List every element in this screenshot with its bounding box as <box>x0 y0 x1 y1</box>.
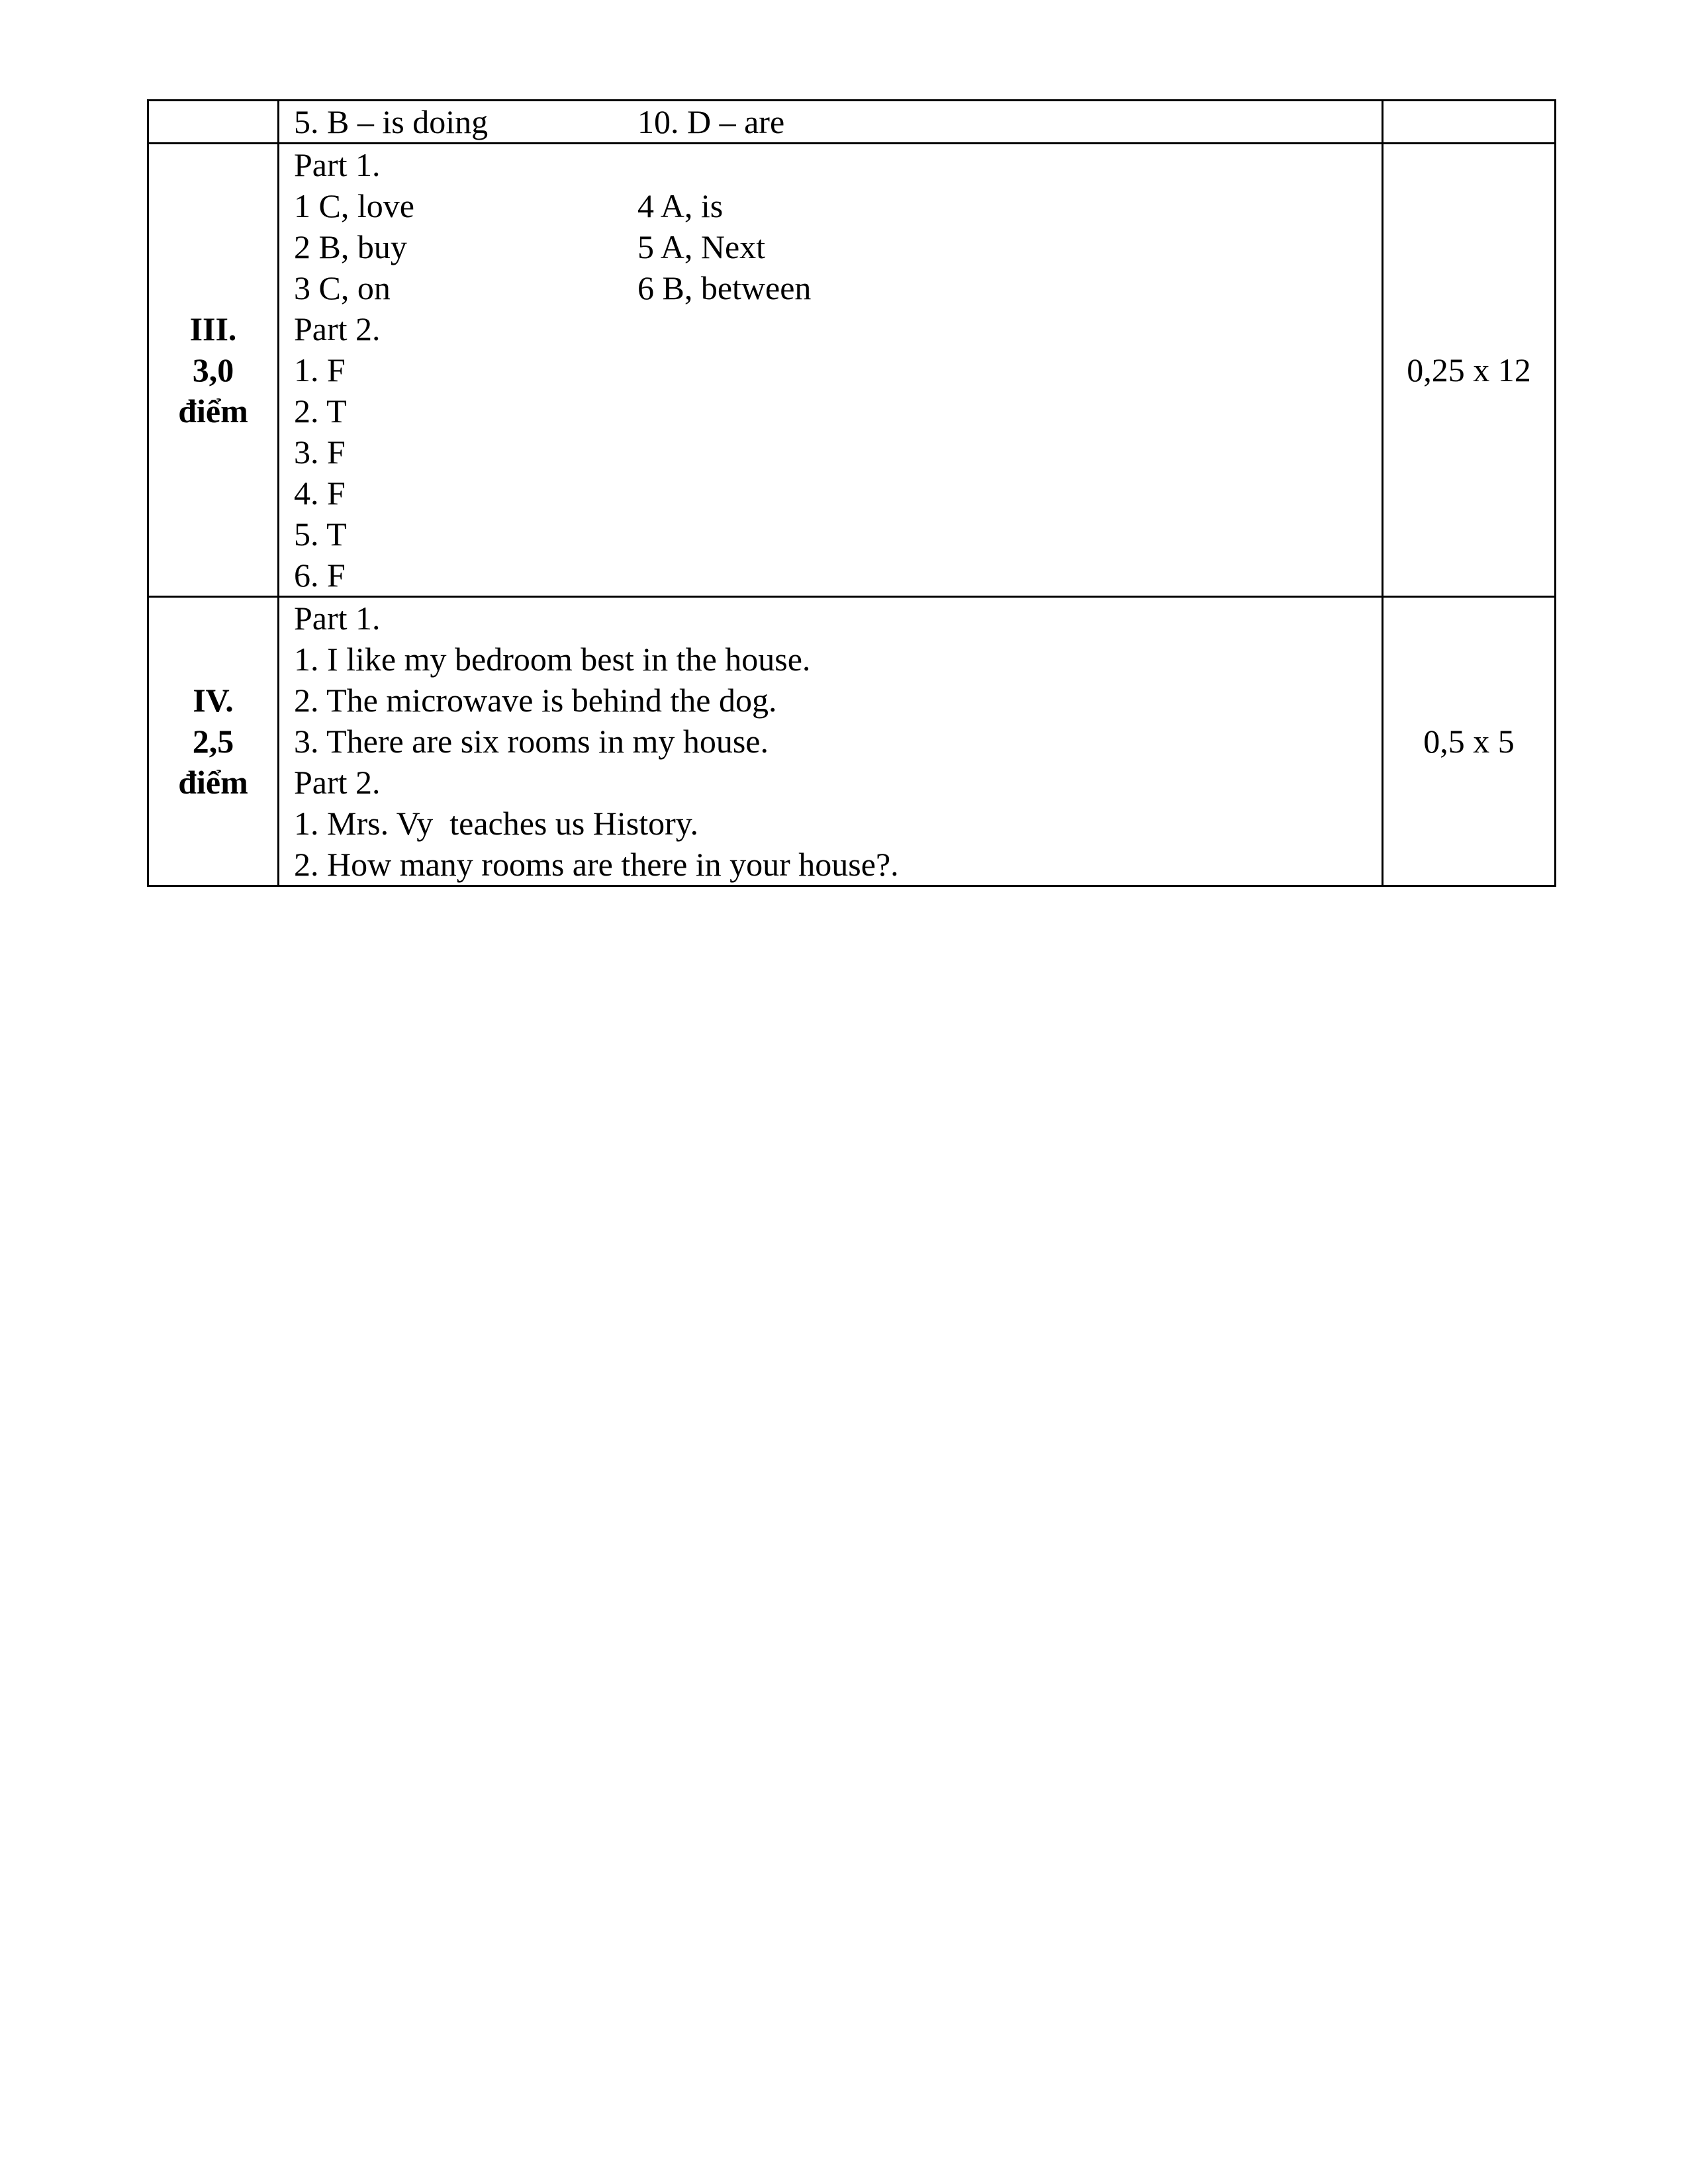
content-cell-iii <box>279 144 1383 597</box>
part-title: Part 2. <box>294 310 381 347</box>
score-cell-iii: 0,25 x 12 <box>1383 144 1556 597</box>
section-number: IV. <box>193 682 234 719</box>
answer-right: 4 A, is <box>637 187 724 224</box>
section-unit: điểm <box>178 764 248 801</box>
answer-pair <box>294 185 1382 226</box>
score-cell-empty <box>1383 101 1556 144</box>
answer-item: 2. How many rooms are there in your house?. <box>294 846 899 883</box>
content-cell-continued <box>279 101 1383 144</box>
section-unit: điểm <box>178 392 248 430</box>
answer-left: 2 B, buy <box>294 228 407 265</box>
table-row-section-iv <box>148 597 1556 886</box>
section-cell-iv <box>148 597 279 886</box>
table-row-continued <box>148 101 1556 144</box>
section-cell-iii <box>148 144 279 597</box>
part-title: Part 1. <box>294 600 381 637</box>
answer-pair <box>294 226 1382 267</box>
answer-left: 1 C, love <box>294 187 414 224</box>
part-title: Part 2. <box>294 764 381 801</box>
answer-pair <box>294 101 1382 142</box>
answer-right: 10. D – are <box>637 103 785 140</box>
answer-item: 2. T <box>294 392 347 430</box>
section-cell-empty <box>148 101 279 144</box>
answer-item: 4. F <box>294 475 346 512</box>
answer-item: 5. T <box>294 516 347 553</box>
table-row-section-iii <box>148 144 1556 597</box>
section-points: 2,5 <box>192 723 234 760</box>
answer-pair <box>294 267 1382 308</box>
answer-left: 5. B – is doing <box>294 103 489 140</box>
answer-right: 5 A, Next <box>637 228 766 265</box>
content-cell-iv <box>279 597 1383 886</box>
section-number: III. <box>189 310 237 347</box>
section-points: 3,0 <box>192 351 234 388</box>
answer-left: 3 C, on <box>294 269 391 306</box>
answer-item: 2. The microwave is behind the dog. <box>294 682 777 719</box>
part-title: Part 1. <box>294 146 381 183</box>
answer-item: 6. F <box>294 557 346 594</box>
score-cell-iv: 0,5 x 5 <box>1383 597 1556 886</box>
answer-item: 1. I like my bedroom best in the house. <box>294 641 811 678</box>
answer-item: 3. There are six rooms in my house. <box>294 723 769 760</box>
answer-key-table <box>147 99 1556 887</box>
answer-item: 1. F <box>294 351 346 388</box>
answer-right: 6 B, between <box>637 269 812 306</box>
answer-item: 1. Mrs. Vy teaches us History. <box>294 805 699 842</box>
answer-item: 3. F <box>294 433 346 471</box>
